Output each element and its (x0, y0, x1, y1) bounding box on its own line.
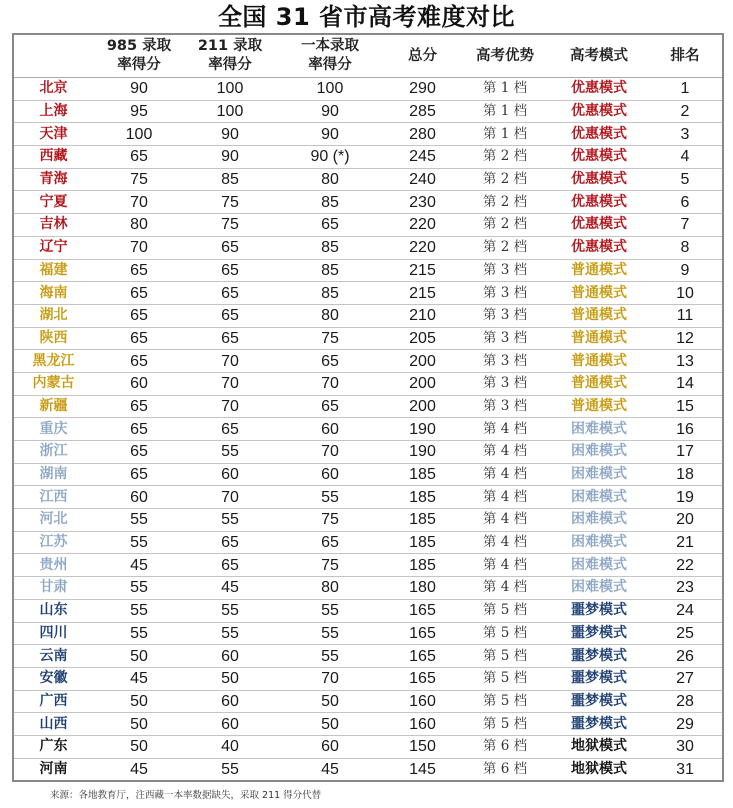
province-cell: 海南 (13, 282, 93, 305)
total-cell: 185 (385, 486, 460, 509)
source-note: 来源：各地教育厅，注西藏一本率数据缺失，采取 211 得分代替 (50, 790, 322, 801)
score-211-cell: 55 (185, 599, 275, 622)
score-211-cell: 100 (185, 78, 275, 101)
province-cell: 浙江 (13, 441, 93, 464)
total-cell: 280 (385, 123, 460, 146)
province-cell: 北京 (13, 78, 93, 101)
score-985-cell: 50 (93, 735, 185, 758)
mode-cell: 困难模式 (550, 531, 648, 554)
table-row (13, 599, 723, 622)
mode-cell: 困难模式 (550, 509, 648, 532)
mode-cell: 困难模式 (550, 554, 648, 577)
table-row (13, 191, 723, 214)
advantage-cell: 第 3 档 (460, 282, 550, 305)
advantage-cell: 第 1 档 (460, 100, 550, 123)
score-211-cell: 60 (185, 463, 275, 486)
province-cell: 湖南 (13, 463, 93, 486)
mode-cell: 普通模式 (550, 372, 648, 395)
rank-cell: 22 (648, 554, 723, 577)
province-cell: 江西 (13, 486, 93, 509)
table-row (13, 123, 723, 146)
mode-cell: 困难模式 (550, 577, 648, 600)
score-211-cell: 85 (185, 168, 275, 191)
province-cell: 新疆 (13, 395, 93, 418)
mode-cell: 普通模式 (550, 282, 648, 305)
rank-cell: 19 (648, 486, 723, 509)
score-985-cell: 50 (93, 690, 185, 713)
advantage-cell: 第 5 档 (460, 713, 550, 736)
total-cell: 150 (385, 735, 460, 758)
table-row (13, 236, 723, 259)
mode-cell: 普通模式 (550, 327, 648, 350)
score-985-cell: 45 (93, 758, 185, 781)
score-985-cell: 55 (93, 531, 185, 554)
score-tier1-cell: 65 (275, 214, 385, 237)
total-cell: 220 (385, 214, 460, 237)
header-rank: 排名 (648, 34, 723, 78)
advantage-cell: 第 4 档 (460, 554, 550, 577)
advantage-cell: 第 2 档 (460, 146, 550, 169)
total-cell: 200 (385, 372, 460, 395)
province-cell: 安徽 (13, 667, 93, 690)
table-header-row (13, 34, 723, 78)
province-cell: 甘肃 (13, 577, 93, 600)
rank-cell: 20 (648, 509, 723, 532)
table-row (13, 667, 723, 690)
province-cell: 贵州 (13, 554, 93, 577)
header-province (13, 34, 93, 78)
table-row (13, 168, 723, 191)
table-row (13, 577, 723, 600)
score-985-cell: 70 (93, 236, 185, 259)
rank-cell: 12 (648, 327, 723, 350)
table-row (13, 758, 723, 781)
score-985-cell: 55 (93, 509, 185, 532)
advantage-cell: 第 4 档 (460, 509, 550, 532)
rank-cell: 11 (648, 304, 723, 327)
total-cell: 240 (385, 168, 460, 191)
table-row (13, 146, 723, 169)
table-row (13, 735, 723, 758)
score-tier1-cell: 75 (275, 509, 385, 532)
rank-cell: 1 (648, 78, 723, 101)
score-211-cell: 60 (185, 713, 275, 736)
score-211-cell: 75 (185, 214, 275, 237)
total-cell: 165 (385, 667, 460, 690)
advantage-cell: 第 3 档 (460, 350, 550, 373)
score-211-cell: 70 (185, 350, 275, 373)
mode-cell: 噩梦模式 (550, 667, 648, 690)
rank-cell: 15 (648, 395, 723, 418)
province-cell: 吉林 (13, 214, 93, 237)
advantage-cell: 第 4 档 (460, 418, 550, 441)
advantage-cell: 第 5 档 (460, 599, 550, 622)
total-cell: 285 (385, 100, 460, 123)
score-tier1-cell: 90 (275, 123, 385, 146)
score-211-cell: 50 (185, 667, 275, 690)
score-tier1-cell: 55 (275, 645, 385, 668)
score-tier1-cell: 80 (275, 168, 385, 191)
score-211-cell: 55 (185, 441, 275, 464)
page-title: 全国 31 省市高考难度对比 (217, 3, 516, 31)
header-211-score: 211 录取 率得分 (185, 34, 275, 78)
rank-cell: 21 (648, 531, 723, 554)
rank-cell: 13 (648, 350, 723, 373)
mode-cell: 优惠模式 (550, 146, 648, 169)
rank-cell: 9 (648, 259, 723, 282)
score-211-cell: 70 (185, 372, 275, 395)
advantage-cell: 第 2 档 (460, 191, 550, 214)
mode-cell: 噩梦模式 (550, 690, 648, 713)
score-985-cell: 65 (93, 395, 185, 418)
total-cell: 190 (385, 441, 460, 464)
rank-cell: 8 (648, 236, 723, 259)
score-985-cell: 70 (93, 191, 185, 214)
score-985-cell: 60 (93, 486, 185, 509)
score-tier1-cell: 55 (275, 599, 385, 622)
rank-cell: 3 (648, 123, 723, 146)
total-cell: 145 (385, 758, 460, 781)
score-211-cell: 65 (185, 327, 275, 350)
comparison-table (12, 33, 724, 782)
score-tier1-cell: 85 (275, 282, 385, 305)
score-985-cell: 45 (93, 554, 185, 577)
total-cell: 230 (385, 191, 460, 214)
score-tier1-cell: 55 (275, 622, 385, 645)
score-985-cell: 100 (93, 123, 185, 146)
total-cell: 180 (385, 577, 460, 600)
total-cell: 200 (385, 395, 460, 418)
header-985-score: 985 录取 率得分 (93, 34, 185, 78)
advantage-cell: 第 5 档 (460, 645, 550, 668)
advantage-cell: 第 3 档 (460, 327, 550, 350)
total-cell: 165 (385, 622, 460, 645)
province-cell: 宁夏 (13, 191, 93, 214)
score-tier1-cell: 90 (*) (275, 146, 385, 169)
score-211-cell: 60 (185, 645, 275, 668)
score-985-cell: 65 (93, 259, 185, 282)
score-985-cell: 75 (93, 168, 185, 191)
advantage-cell: 第 1 档 (460, 123, 550, 146)
score-211-cell: 65 (185, 418, 275, 441)
score-tier1-cell: 60 (275, 418, 385, 441)
score-985-cell: 65 (93, 418, 185, 441)
score-211-cell: 65 (185, 304, 275, 327)
rank-cell: 16 (648, 418, 723, 441)
province-cell: 天津 (13, 123, 93, 146)
table-row (13, 214, 723, 237)
mode-cell: 噩梦模式 (550, 645, 648, 668)
score-tier1-cell: 85 (275, 191, 385, 214)
table-row (13, 554, 723, 577)
total-cell: 165 (385, 645, 460, 668)
score-211-cell: 70 (185, 395, 275, 418)
advantage-cell: 第 4 档 (460, 463, 550, 486)
score-211-cell: 55 (185, 622, 275, 645)
score-985-cell: 55 (93, 599, 185, 622)
table-row (13, 304, 723, 327)
advantage-cell: 第 2 档 (460, 236, 550, 259)
table-row (13, 78, 723, 101)
header-tier1-score: 一本录取 率得分 (275, 34, 385, 78)
header-total: 总分 (385, 34, 460, 78)
score-tier1-cell: 50 (275, 690, 385, 713)
province-cell: 湖北 (13, 304, 93, 327)
province-cell: 重庆 (13, 418, 93, 441)
mode-cell: 优惠模式 (550, 214, 648, 237)
rank-cell: 7 (648, 214, 723, 237)
advantage-cell: 第 6 档 (460, 735, 550, 758)
score-211-cell: 75 (185, 191, 275, 214)
score-tier1-cell: 70 (275, 441, 385, 464)
rank-cell: 25 (648, 622, 723, 645)
score-tier1-cell: 100 (275, 78, 385, 101)
mode-cell: 普通模式 (550, 395, 648, 418)
rank-cell: 4 (648, 146, 723, 169)
total-cell: 165 (385, 599, 460, 622)
advantage-cell: 第 4 档 (460, 577, 550, 600)
table-row (13, 372, 723, 395)
rank-cell: 24 (648, 599, 723, 622)
score-985-cell: 65 (93, 304, 185, 327)
score-985-cell: 90 (93, 78, 185, 101)
advantage-cell: 第 3 档 (460, 259, 550, 282)
rank-cell: 17 (648, 441, 723, 464)
province-cell: 广西 (13, 690, 93, 713)
score-211-cell: 65 (185, 236, 275, 259)
rank-cell: 27 (648, 667, 723, 690)
advantage-cell: 第 4 档 (460, 441, 550, 464)
mode-cell: 优惠模式 (550, 236, 648, 259)
table-body (13, 78, 723, 782)
advantage-cell: 第 1 档 (460, 78, 550, 101)
table-row (13, 486, 723, 509)
total-cell: 185 (385, 554, 460, 577)
mode-cell: 噩梦模式 (550, 622, 648, 645)
score-tier1-cell: 90 (275, 100, 385, 123)
total-cell: 200 (385, 350, 460, 373)
score-tier1-cell: 85 (275, 236, 385, 259)
province-cell: 云南 (13, 645, 93, 668)
score-tier1-cell: 60 (275, 463, 385, 486)
table-row (13, 395, 723, 418)
rank-cell: 6 (648, 191, 723, 214)
total-cell: 185 (385, 531, 460, 554)
score-211-cell: 70 (185, 486, 275, 509)
total-cell: 185 (385, 463, 460, 486)
rank-cell: 28 (648, 690, 723, 713)
score-985-cell: 65 (93, 146, 185, 169)
score-985-cell: 65 (93, 282, 185, 305)
score-211-cell: 55 (185, 758, 275, 781)
score-985-cell: 80 (93, 214, 185, 237)
score-985-cell: 65 (93, 441, 185, 464)
score-211-cell: 55 (185, 509, 275, 532)
score-985-cell: 60 (93, 372, 185, 395)
rank-cell: 2 (648, 100, 723, 123)
table-row (13, 645, 723, 668)
table-row (13, 622, 723, 645)
table-row (13, 690, 723, 713)
score-985-cell: 50 (93, 713, 185, 736)
table-row (13, 350, 723, 373)
mode-cell: 噩梦模式 (550, 599, 648, 622)
score-211-cell: 65 (185, 531, 275, 554)
total-cell: 290 (385, 78, 460, 101)
advantage-cell: 第 3 档 (460, 304, 550, 327)
total-cell: 205 (385, 327, 460, 350)
mode-cell: 优惠模式 (550, 100, 648, 123)
score-tier1-cell: 80 (275, 577, 385, 600)
rank-cell: 10 (648, 282, 723, 305)
total-cell: 190 (385, 418, 460, 441)
province-cell: 青海 (13, 168, 93, 191)
advantage-cell: 第 3 档 (460, 372, 550, 395)
advantage-cell: 第 3 档 (460, 395, 550, 418)
advantage-cell: 第 6 档 (460, 758, 550, 781)
rank-cell: 14 (648, 372, 723, 395)
score-tier1-cell: 85 (275, 259, 385, 282)
province-cell: 山西 (13, 713, 93, 736)
total-cell: 160 (385, 713, 460, 736)
province-cell: 上海 (13, 100, 93, 123)
score-985-cell: 55 (93, 622, 185, 645)
rank-cell: 23 (648, 577, 723, 600)
advantage-cell: 第 5 档 (460, 667, 550, 690)
table-row (13, 100, 723, 123)
province-cell: 山东 (13, 599, 93, 622)
rank-cell: 5 (648, 168, 723, 191)
mode-cell: 普通模式 (550, 259, 648, 282)
rank-cell: 29 (648, 713, 723, 736)
total-cell: 215 (385, 259, 460, 282)
score-211-cell: 100 (185, 100, 275, 123)
mode-cell: 优惠模式 (550, 191, 648, 214)
table-row (13, 713, 723, 736)
total-cell: 210 (385, 304, 460, 327)
province-cell: 辽宁 (13, 236, 93, 259)
score-985-cell: 45 (93, 667, 185, 690)
score-tier1-cell: 70 (275, 667, 385, 690)
mode-cell: 普通模式 (550, 350, 648, 373)
score-985-cell: 95 (93, 100, 185, 123)
province-cell: 西藏 (13, 146, 93, 169)
score-211-cell: 90 (185, 123, 275, 146)
score-985-cell: 65 (93, 327, 185, 350)
score-tier1-cell: 75 (275, 327, 385, 350)
advantage-cell: 第 4 档 (460, 531, 550, 554)
mode-cell: 优惠模式 (550, 168, 648, 191)
score-211-cell: 45 (185, 577, 275, 600)
province-cell: 内蒙古 (13, 372, 93, 395)
advantage-cell: 第 4 档 (460, 486, 550, 509)
province-cell: 广东 (13, 735, 93, 758)
score-tier1-cell: 55 (275, 486, 385, 509)
mode-cell: 优惠模式 (550, 123, 648, 146)
mode-cell: 困难模式 (550, 441, 648, 464)
advantage-cell: 第 5 档 (460, 622, 550, 645)
score-tier1-cell: 45 (275, 758, 385, 781)
score-211-cell: 40 (185, 735, 275, 758)
rank-cell: 31 (648, 758, 723, 781)
rank-cell: 26 (648, 645, 723, 668)
score-tier1-cell: 80 (275, 304, 385, 327)
province-cell: 福建 (13, 259, 93, 282)
advantage-cell: 第 5 档 (460, 690, 550, 713)
mode-cell: 地狱模式 (550, 735, 648, 758)
score-985-cell: 55 (93, 577, 185, 600)
total-cell: 160 (385, 690, 460, 713)
mode-cell: 困难模式 (550, 418, 648, 441)
score-985-cell: 50 (93, 645, 185, 668)
table-row (13, 531, 723, 554)
score-tier1-cell: 50 (275, 713, 385, 736)
score-tier1-cell: 75 (275, 554, 385, 577)
header-advantage: 高考优势 (460, 34, 550, 78)
score-211-cell: 65 (185, 282, 275, 305)
score-985-cell: 65 (93, 350, 185, 373)
score-tier1-cell: 65 (275, 395, 385, 418)
mode-cell: 噩梦模式 (550, 713, 648, 736)
score-211-cell: 65 (185, 554, 275, 577)
total-cell: 220 (385, 236, 460, 259)
total-cell: 215 (385, 282, 460, 305)
total-cell: 185 (385, 509, 460, 532)
score-211-cell: 60 (185, 690, 275, 713)
table-row (13, 509, 723, 532)
advantage-cell: 第 2 档 (460, 168, 550, 191)
province-cell: 陕西 (13, 327, 93, 350)
province-cell: 河南 (13, 758, 93, 781)
score-211-cell: 90 (185, 146, 275, 169)
score-985-cell: 65 (93, 463, 185, 486)
province-cell: 四川 (13, 622, 93, 645)
score-tier1-cell: 70 (275, 372, 385, 395)
advantage-cell: 第 2 档 (460, 214, 550, 237)
rank-cell: 30 (648, 735, 723, 758)
province-cell: 黑龙江 (13, 350, 93, 373)
total-cell: 245 (385, 146, 460, 169)
score-tier1-cell: 60 (275, 735, 385, 758)
table-row (13, 282, 723, 305)
score-tier1-cell: 65 (275, 350, 385, 373)
province-cell: 江苏 (13, 531, 93, 554)
rank-cell: 18 (648, 463, 723, 486)
mode-cell: 困难模式 (550, 486, 648, 509)
score-211-cell: 65 (185, 259, 275, 282)
mode-cell: 优惠模式 (550, 78, 648, 101)
table-row (13, 441, 723, 464)
mode-cell: 地狱模式 (550, 758, 648, 781)
table-row (13, 259, 723, 282)
province-cell: 河北 (13, 509, 93, 532)
table-row (13, 418, 723, 441)
mode-cell: 困难模式 (550, 463, 648, 486)
score-tier1-cell: 65 (275, 531, 385, 554)
table-row (13, 463, 723, 486)
table-row (13, 327, 723, 350)
header-mode: 高考模式 (550, 34, 648, 78)
mode-cell: 普通模式 (550, 304, 648, 327)
